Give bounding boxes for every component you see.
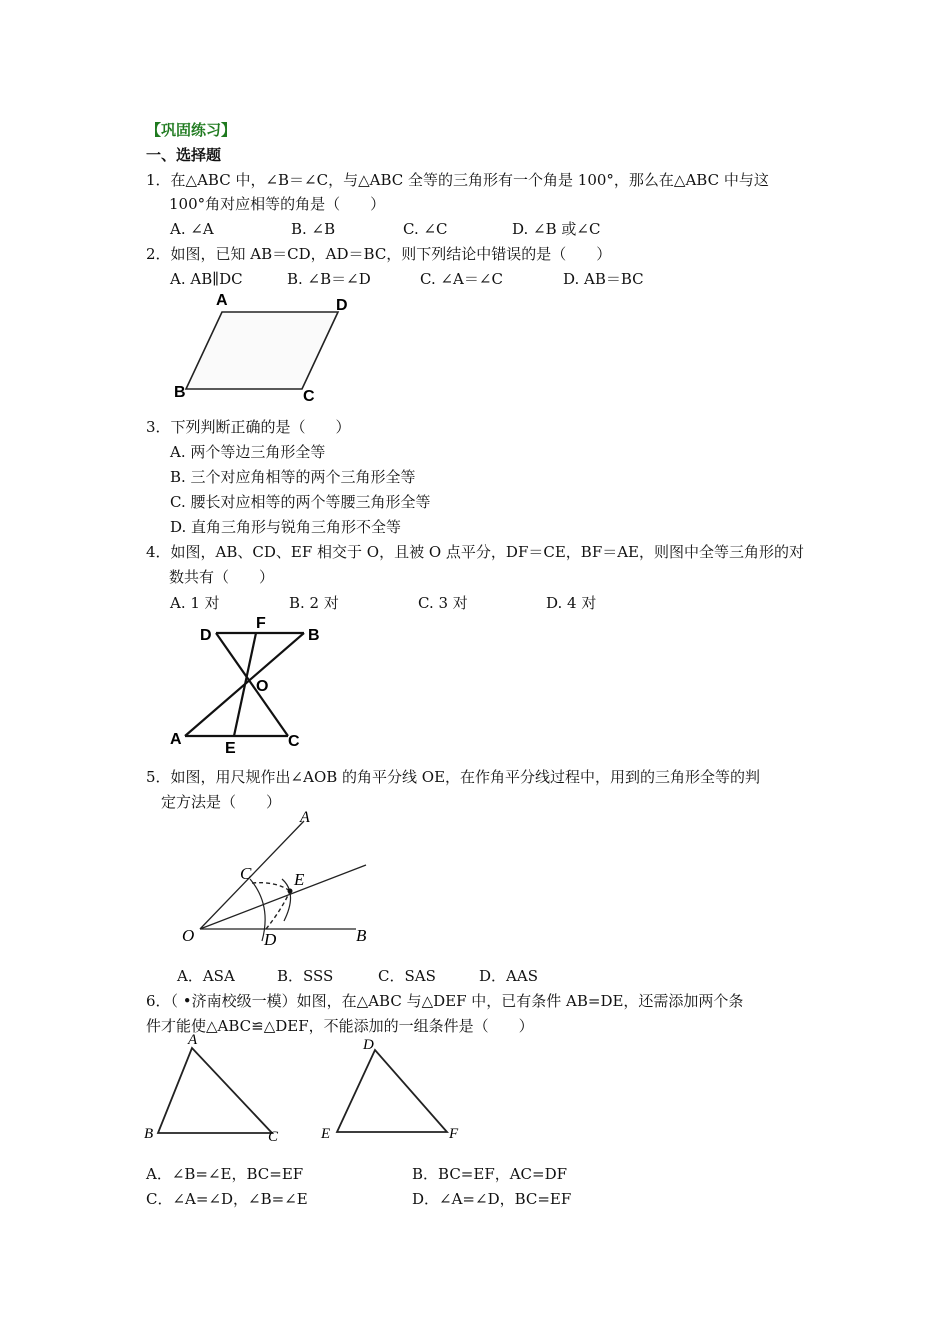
- q5-label-o: O: [182, 926, 195, 945]
- q4-option-d: D. 4 对: [546, 594, 597, 612]
- q4-option-b: B. 2 对: [289, 594, 339, 612]
- q5-dashed-de: [266, 891, 290, 929]
- q4-text-line1: 4．如图，AB、CD、EF 相交于 O，且被 O 点平分，DF＝CE，BF＝AE，则图中全等三角形的对: [146, 543, 805, 561]
- q3-option-a: A. 两个等边三角形全等: [170, 443, 326, 461]
- q4-option-a: A. 1 对: [170, 594, 220, 612]
- q2-option-a: A. AB∥DC: [170, 270, 243, 288]
- q6-label-e: E: [321, 1126, 331, 1142]
- q1-text-line1: 1．在△ABC 中，∠B＝∠C，与△ABC 全等的三角形有一个角是 100°，那么在△ABC 中与这: [146, 171, 769, 189]
- q6-label-b: B: [144, 1126, 154, 1142]
- q5-label-e: E: [294, 870, 305, 889]
- q6-option-a: A．∠B=∠E，BC=EF: [146, 1165, 304, 1183]
- q5-label-a: A: [300, 809, 310, 826]
- q6-text-line2: 件才能使△ABC≌△DEF，不能添加的一组条件是（ ）: [146, 1017, 534, 1035]
- q2-text-line1: 2．如图，已知 AB＝CD，AD＝BC，则下列结论中错误的是（ ）: [146, 245, 612, 263]
- part-title: 一、选择题: [146, 146, 222, 164]
- q6-label-a: A: [188, 1032, 198, 1048]
- q3-option-c: C. 腰长对应相等的两个等腰三角形全等: [170, 493, 431, 511]
- q2-parallelogram: [186, 312, 338, 389]
- q6-text-line1: 6．（ •济南校级一模）如图，在△ABC 与△DEF 中，已有条件 AB=DE，还需添加两个条: [146, 992, 744, 1010]
- q4-label-c: C: [288, 733, 300, 750]
- q3-option-d: D. 直角三角形与锐角三角形不全等: [170, 518, 402, 536]
- q5-text-line2: 定方法是（ ）: [161, 793, 282, 811]
- q5-label-b: B: [356, 926, 367, 945]
- q6-label-c: C: [268, 1129, 279, 1145]
- q4-label-e: E: [225, 740, 236, 757]
- q6-option-d: D．∠A=∠D，BC=EF: [412, 1190, 572, 1208]
- q4-label-b: B: [308, 627, 320, 644]
- q4-label-o: O: [256, 678, 269, 695]
- q6-triangle-def: [337, 1050, 447, 1132]
- q5-point-e: [288, 889, 293, 894]
- q5-option-b: B．SSS: [277, 967, 334, 985]
- q5-arc-e: [282, 879, 291, 921]
- q5-angle-bisector-figure: [180, 805, 380, 955]
- q5-option-c: C．SAS: [378, 967, 436, 985]
- q2-parallelogram-figure: [170, 290, 370, 410]
- q1-option-b: B. ∠B: [291, 220, 336, 238]
- q3-text-line1: 3．下列判断正确的是（ ）: [146, 418, 351, 436]
- q6-triangle-abc: [158, 1048, 272, 1133]
- q6-option-b: B．BC=EF，AC=DF: [412, 1165, 568, 1183]
- q6-triangle-abc-figure: [140, 1030, 300, 1150]
- q4-bowtie-figure: [168, 612, 328, 757]
- q2-option-b: B. ∠B＝∠D: [287, 270, 371, 288]
- q6-label-f: F: [449, 1126, 459, 1142]
- q1-option-d: D. ∠B 或∠C: [512, 220, 601, 238]
- q5-text-line1: 5．如图，用尺规作出∠AOB 的角平分线 OE，在作角平分线过程中，用到的三角形全等的判: [146, 768, 761, 786]
- q5-option-a: A．ASA: [177, 967, 235, 985]
- q2-label-b: B: [174, 384, 186, 401]
- q5-option-d: D．AAS: [479, 967, 538, 985]
- q4-label-f: F: [256, 615, 266, 632]
- q6-option-c: C．∠A=∠D，∠B=∠E: [146, 1190, 308, 1208]
- q2-label-c: C: [303, 388, 315, 405]
- q5-ray-oa: [200, 821, 304, 929]
- q5-arc-cd: [250, 879, 265, 941]
- q2-option-c: C. ∠A＝∠C: [420, 270, 503, 288]
- q4-label-a: A: [170, 731, 182, 748]
- q1-option-c: C. ∠C: [403, 220, 448, 238]
- q1-option-a: A. ∠A: [170, 220, 214, 238]
- q6-label-d: D: [363, 1037, 374, 1053]
- q2-label-d: D: [336, 297, 348, 314]
- q3-option-b: B. 三个对应角相等的两个三角形全等: [170, 468, 416, 486]
- q5-ray-oe: [200, 865, 366, 929]
- q1-text-line2: 100°角对应相等的角是（ ）: [169, 195, 386, 213]
- q4-text-line2: 数共有（ ）: [169, 568, 275, 586]
- q5-label-d: D: [264, 930, 277, 949]
- q4-option-c: C. 3 对: [418, 594, 468, 612]
- section-title: 【巩固练习】: [146, 121, 237, 139]
- q6-triangle-def-figure: [315, 1030, 475, 1150]
- q4-label-d: D: [200, 627, 212, 644]
- q2-option-d: D. AB＝BC: [563, 270, 644, 288]
- q5-label-c: C: [240, 864, 252, 883]
- q2-label-a: A: [216, 292, 228, 309]
